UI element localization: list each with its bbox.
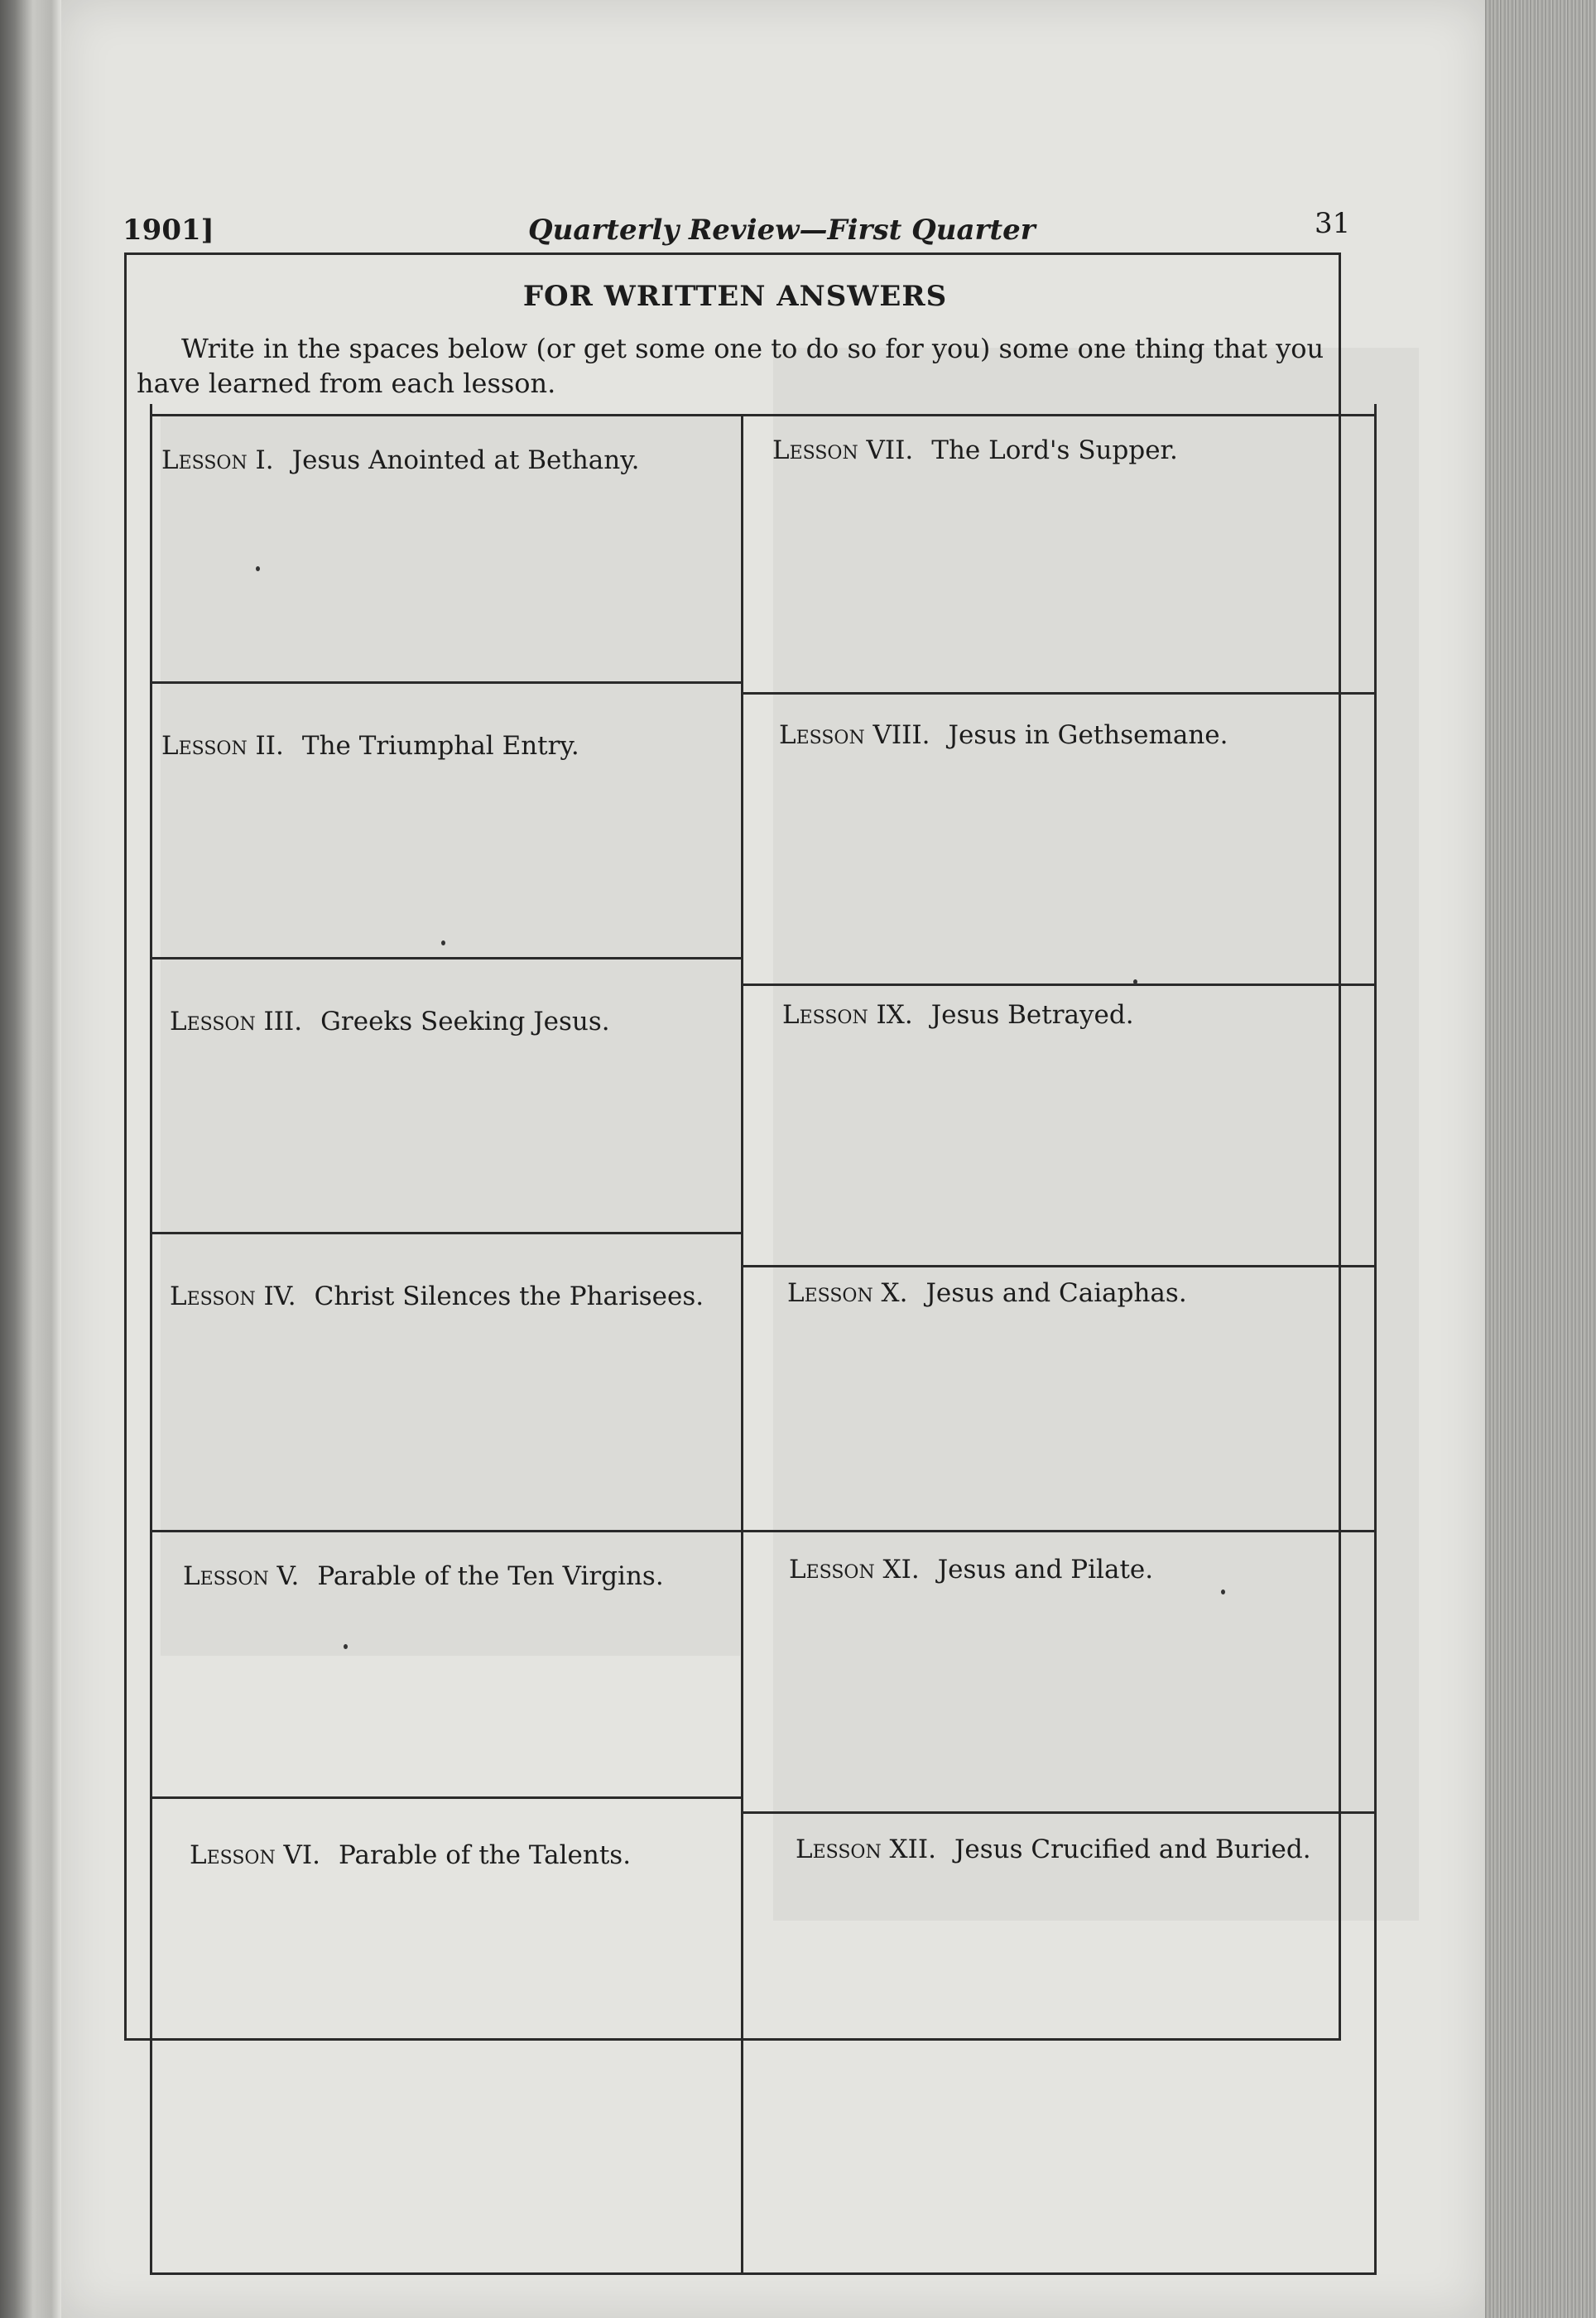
print-speck: [256, 566, 260, 571]
lesson-entry: [161, 445, 640, 475]
lesson-number: Lesson IX.: [782, 1000, 913, 1030]
lesson-entry: [787, 1278, 1187, 1308]
answer-form: [124, 252, 1341, 2041]
lesson-entry: [161, 731, 579, 761]
print-speck: [441, 940, 445, 945]
print-speck: [344, 1644, 348, 1649]
lesson-entry: [170, 1007, 610, 1036]
row-divider: [743, 1811, 1377, 1814]
lesson-title: Jesus and Pilate.: [937, 1555, 1154, 1585]
row-divider: [743, 692, 1377, 695]
lesson-number: Lesson II.: [161, 731, 284, 761]
lesson-entry: [779, 720, 1228, 750]
lesson-title: Parable of the Talents.: [339, 1840, 632, 1870]
lesson-entry: [170, 1282, 704, 1311]
lesson-number: Lesson X.: [787, 1278, 908, 1308]
page-number: 31: [1315, 207, 1351, 240]
print-speck: [1221, 1589, 1225, 1594]
lesson-title: Jesus Anointed at Bethany.: [291, 445, 640, 475]
lesson-number: Lesson XII.: [796, 1835, 936, 1864]
lesson-number: Lesson V.: [183, 1561, 300, 1591]
row-divider: [743, 1265, 1377, 1267]
lesson-title: Jesus in Gethsemane.: [948, 720, 1228, 750]
row-divider: [743, 983, 1377, 986]
instructions: Write in the spaces below (or get some one to do so for you) some one thing that you have learned from each lesson.: [137, 333, 1324, 399]
row-divider: [150, 1796, 742, 1799]
running-head: [123, 207, 1351, 257]
row-divider: [743, 1530, 1377, 1532]
lesson-grid: [150, 404, 1377, 2275]
row-divider: [150, 1530, 742, 1532]
row-divider: [150, 957, 742, 959]
lesson-entry: [782, 1000, 1134, 1030]
lesson-number: Lesson VII.: [772, 435, 914, 465]
lesson-entry: [772, 435, 1178, 465]
lesson-number: Lesson IV.: [170, 1282, 296, 1311]
lesson-title: The Lord's Supper.: [931, 435, 1178, 465]
lesson-title: Jesus Crucified and Buried.: [954, 1835, 1311, 1864]
lesson-title: Jesus Betrayed.: [930, 1000, 1134, 1030]
lesson-entry: [796, 1835, 1311, 1864]
year: 1901]: [123, 214, 214, 247]
section-title: FOR WRITTEN ANSWERS: [522, 280, 948, 313]
lesson-title: Parable of the Ten Virgins.: [317, 1561, 664, 1591]
lesson-entry: [190, 1840, 631, 1870]
running-head-title: Quarterly Review—First Quarter: [528, 214, 1036, 247]
row-divider: [150, 681, 742, 684]
lesson-entry: [183, 1561, 664, 1591]
lesson-title: Jesus and Caiaphas.: [925, 1278, 1187, 1308]
page-edges: [1485, 0, 1596, 2318]
lesson-number: Lesson VI.: [190, 1840, 321, 1870]
lesson-number: Lesson I.: [161, 445, 274, 475]
lesson-title: Greeks Seeking Jesus.: [320, 1007, 610, 1036]
lesson-title: The Triumphal Entry.: [301, 731, 579, 761]
print-speck: [1133, 979, 1137, 984]
lesson-title: Christ Silences the Pharisees.: [314, 1282, 704, 1311]
lesson-number: Lesson XI.: [789, 1555, 920, 1585]
lesson-entry: [789, 1555, 1153, 1585]
row-divider: [150, 1232, 742, 1234]
lesson-number: Lesson VIII.: [779, 720, 930, 750]
lesson-number: Lesson III.: [170, 1007, 303, 1036]
